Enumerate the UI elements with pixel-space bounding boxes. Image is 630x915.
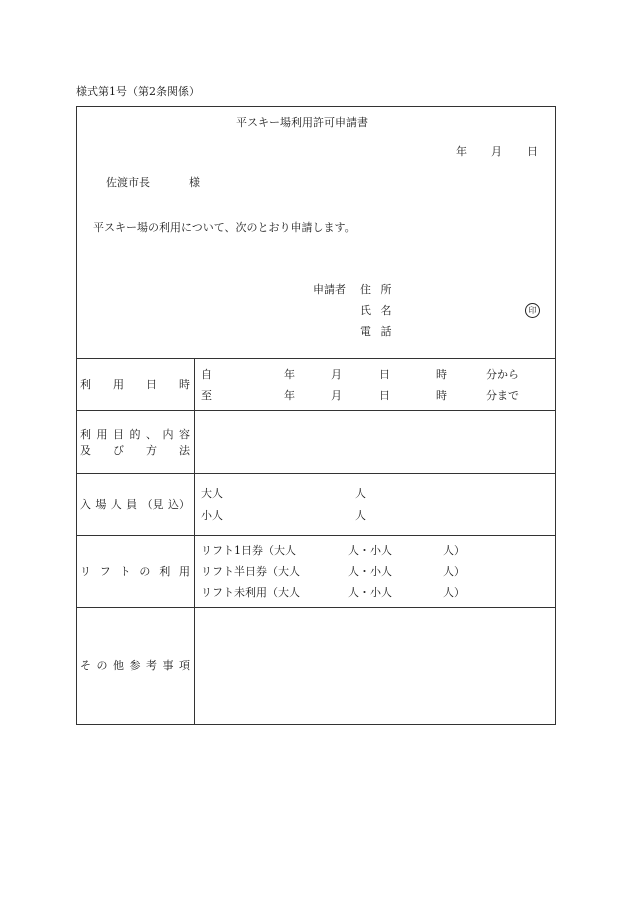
- row-divider: [76, 473, 556, 474]
- phone-label: 電 話: [360, 325, 392, 338]
- adult-unit: 人: [355, 487, 366, 500]
- row-divider: [76, 410, 556, 411]
- from-hour: 時: [436, 368, 447, 381]
- attendance-label: 入 場 人 員 （見 込）: [80, 498, 190, 511]
- from-year: 年: [284, 368, 295, 381]
- from-minute: 分から: [486, 368, 519, 381]
- to-hour: 時: [436, 389, 447, 402]
- purpose-label-line1: 利 用 目 的 、 内 容: [80, 428, 190, 441]
- lift-half-pass-close: 人）: [443, 565, 465, 578]
- to-day: 日: [379, 389, 390, 402]
- row-divider: [76, 358, 556, 359]
- address-label: 住 所: [360, 283, 392, 296]
- usage-datetime-label: 利 用 日 時: [80, 378, 190, 391]
- from-prefix: 自: [201, 368, 212, 381]
- row-divider: [76, 607, 556, 608]
- applicant-label: 申請者: [313, 283, 346, 296]
- from-day: 日: [379, 368, 390, 381]
- form-number: 様式第1号（第2条関係）: [76, 85, 200, 98]
- date-day: 日: [527, 145, 538, 158]
- purpose-label-line2: 及 び 方 法: [80, 444, 190, 457]
- lift-day-pass-close: 人）: [443, 544, 465, 557]
- lift-none: リフト未利用（大人: [201, 586, 300, 599]
- from-month: 月: [331, 368, 342, 381]
- to-month: 月: [331, 389, 342, 402]
- lift-day-pass-unit: 人・小人: [348, 544, 392, 557]
- lift-none-close: 人）: [443, 586, 465, 599]
- column-divider: [194, 358, 195, 725]
- form-frame: [76, 106, 556, 725]
- row-divider: [76, 535, 556, 536]
- to-year: 年: [284, 389, 295, 402]
- date-month: 月: [491, 145, 502, 158]
- adult-label: 大人: [201, 487, 223, 500]
- addressee: 佐渡市長: [106, 176, 150, 189]
- lift-none-unit: 人・小人: [348, 586, 392, 599]
- to-minute: 分まで: [486, 389, 519, 402]
- lift-half-pass: リフト半日券（大人: [201, 565, 300, 578]
- to-prefix: 至: [201, 389, 212, 402]
- child-label: 小人: [201, 509, 223, 522]
- child-unit: 人: [355, 509, 366, 522]
- other-label: そ の 他 参 考 事 項: [80, 659, 190, 672]
- body-text: 平スキー場の利用について、次のとおり申請します。: [93, 221, 356, 234]
- lift-half-pass-unit: 人・小人: [348, 565, 392, 578]
- form-title: 平スキー場利用許可申請書: [236, 116, 368, 129]
- lift-day-pass: リフト1日券（大人: [201, 544, 296, 557]
- date-year: 年: [456, 145, 467, 158]
- seal-mark: 印: [525, 303, 540, 318]
- lift-label: リ フ ト の 利 用: [80, 565, 190, 578]
- honorific: 様: [189, 176, 200, 189]
- name-label: 氏 名: [360, 304, 392, 317]
